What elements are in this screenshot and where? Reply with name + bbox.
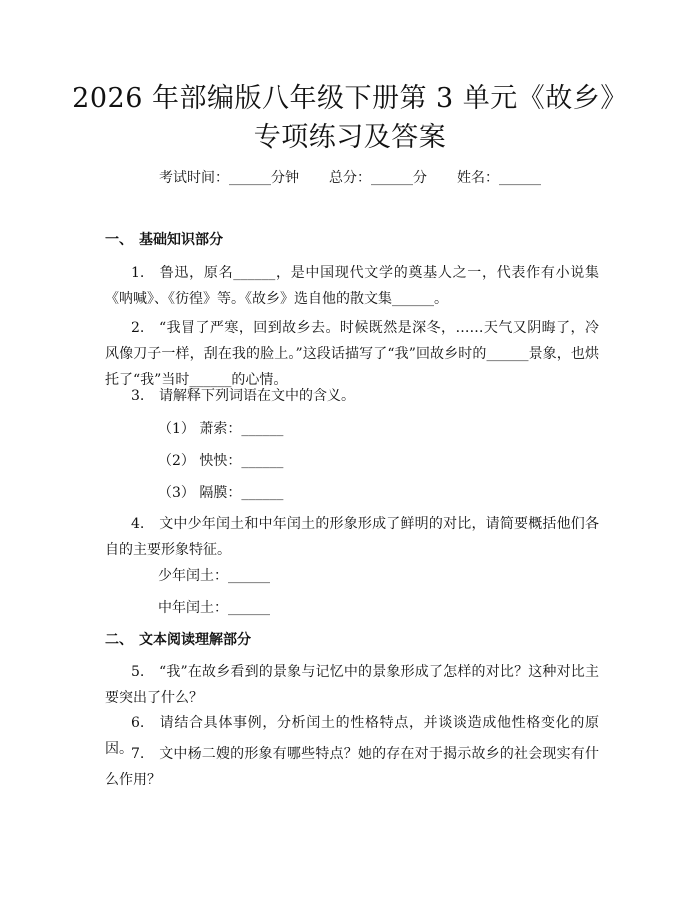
question-number: 2.: [131, 320, 145, 336]
question-text: 请解释下列词语在文中的含义。: [159, 388, 355, 404]
question-text: 请结合具体事例，分析闰土的性格特点，并谈谈造成他性格变化的原因。: [105, 715, 599, 757]
section-number: 二、: [105, 632, 133, 648]
question-number: 4.: [131, 516, 145, 532]
question-number: 1.: [131, 265, 145, 281]
question-number: 5.: [131, 664, 145, 680]
answer-line: 少年闰土：______: [158, 568, 270, 584]
exam-score: 总分：______分: [329, 170, 427, 186]
question-text: “我”在故乡看到的景象与记忆中的景象形成了怎样的对比？这种对比主要突出了什么？: [105, 664, 599, 706]
answer-line: （1） 萧索：______: [158, 421, 284, 437]
question-number: 7.: [131, 746, 145, 762]
document-title-line2: 专项练习及答案: [253, 122, 447, 153]
question-7: [105, 741, 599, 793]
question-text: 文中少年闰土和中年闰土的形象形成了鲜明的对比，请简要概括他们各自的主要形象特征。: [105, 516, 599, 558]
question-2: [105, 315, 599, 393]
section-number: 一、: [105, 232, 133, 248]
question-3: [105, 383, 599, 409]
answer-line: （2） 怏怏：______: [158, 453, 284, 469]
question-number: 3.: [131, 388, 145, 404]
exam-meta: [0, 168, 700, 188]
question-1: [105, 260, 599, 312]
exam-name: 姓名：______: [457, 170, 541, 186]
section-heading: [105, 230, 223, 250]
question-number: 6.: [131, 715, 145, 731]
question-text: “我冒了严寒，回到故乡去。时候既然是深冬，……天气又阴晦了，冷风像刀子一样，刮在我的脸上。”这段话描写了“我”回故乡时的______景象，也烘托了“我”当时______的心情。: [105, 320, 599, 388]
question-5: [105, 659, 599, 711]
section-heading: [105, 630, 251, 650]
exam-time: 考试时间：______分钟: [159, 170, 299, 186]
section-title: 基础知识部分: [139, 232, 223, 248]
question-text: 鲁迅，原名______，是中国现代文学的奠基人之一，代表作有小说集《呐喊》、《彷徨》等。《故乡》选自他的散文集______。: [105, 265, 599, 307]
document-title-line1: 2026 年部编版八年级下册第 3 单元《故乡》: [72, 83, 628, 114]
answer-line: 中年闰土：______: [158, 600, 270, 616]
question-text: 文中杨二嫂的形象有哪些特点？她的存在对于揭示故乡的社会现实有什么作用？: [105, 746, 599, 788]
question-4: [105, 511, 599, 563]
section-title: 文本阅读理解部分: [139, 632, 251, 648]
answer-line: （3） 隔膜：______: [158, 485, 284, 501]
